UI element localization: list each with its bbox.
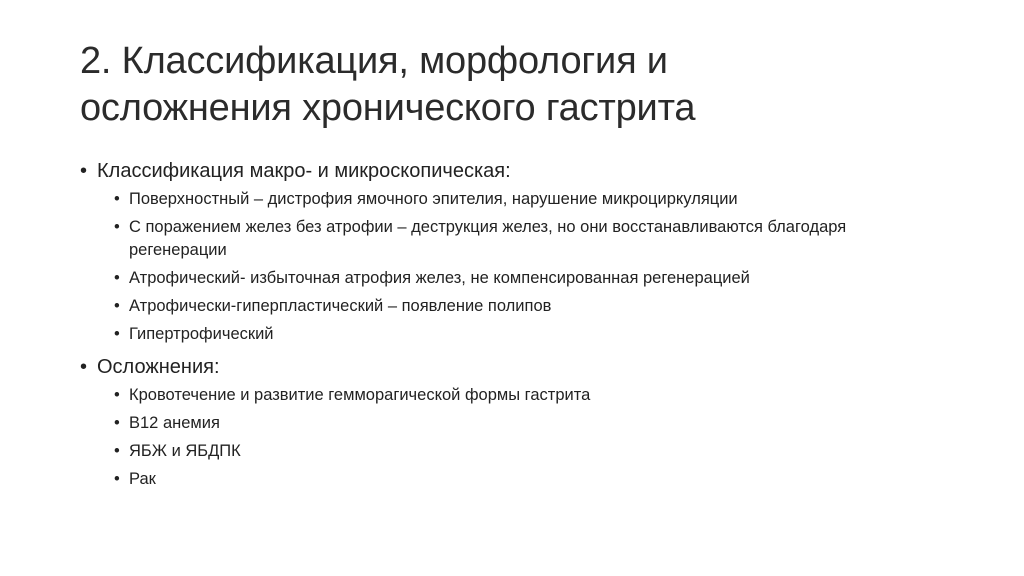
bullet-icon: • [114,325,120,343]
list-item [80,412,929,435]
section-heading-text: Осложнения: [97,356,220,378]
list-item [80,188,929,211]
bullet-icon: • [114,442,120,460]
bullet-icon: • [114,218,120,236]
list-item-text: В12 анемия [129,414,220,432]
bullet-icon: • [80,160,88,182]
bullet-icon: • [114,297,120,315]
list-item [80,323,929,346]
list-item [80,384,929,407]
list-item-text: Поверхностный – дистрофия ямочного эпителия, нарушение микроциркуляции [129,190,738,208]
list-item-text: Гипертрофический [129,325,274,343]
list-item [80,295,929,318]
bullet-icon: • [80,356,88,378]
bullet-icon: • [114,190,120,208]
bullet-icon: • [114,414,120,432]
bullet-icon: • [114,386,120,404]
slide-title-line-1: 2. Классификация, морфология и [80,40,668,82]
slide-title-line-2: осложнения хронического гастрита [80,87,696,129]
section-heading [80,354,960,380]
section-complications [80,354,960,491]
list-item-text: ЯБЖ и ЯБДПК [129,442,241,460]
classification-list [80,188,960,346]
list-item [80,440,929,463]
list-item [80,468,929,491]
list-item-text: Атрофический- избыточная атрофия желез, не компенсированная регенерацией [129,269,750,287]
list-item-text: Рак [129,470,156,488]
list-item-text: Атрофически-гиперпластический – появление полипов [129,297,552,315]
slide-title [80,38,960,132]
list-item-text: С поражением желез без атрофии – деструкция желез, но они восстанавливаются благодаря регенерации [129,218,847,259]
slide-body [80,158,960,499]
complications-list [80,384,960,491]
section-classification [80,158,960,346]
list-item [80,267,929,290]
section-heading-text: Классификация макро- и микроскопическая: [97,160,511,182]
section-heading [80,158,960,184]
bullet-icon: • [114,269,120,287]
list-item-text: Кровотечение и развитие гемморагической формы гастрита [129,386,591,404]
list-item [80,216,929,262]
bullet-icon: • [114,470,120,488]
